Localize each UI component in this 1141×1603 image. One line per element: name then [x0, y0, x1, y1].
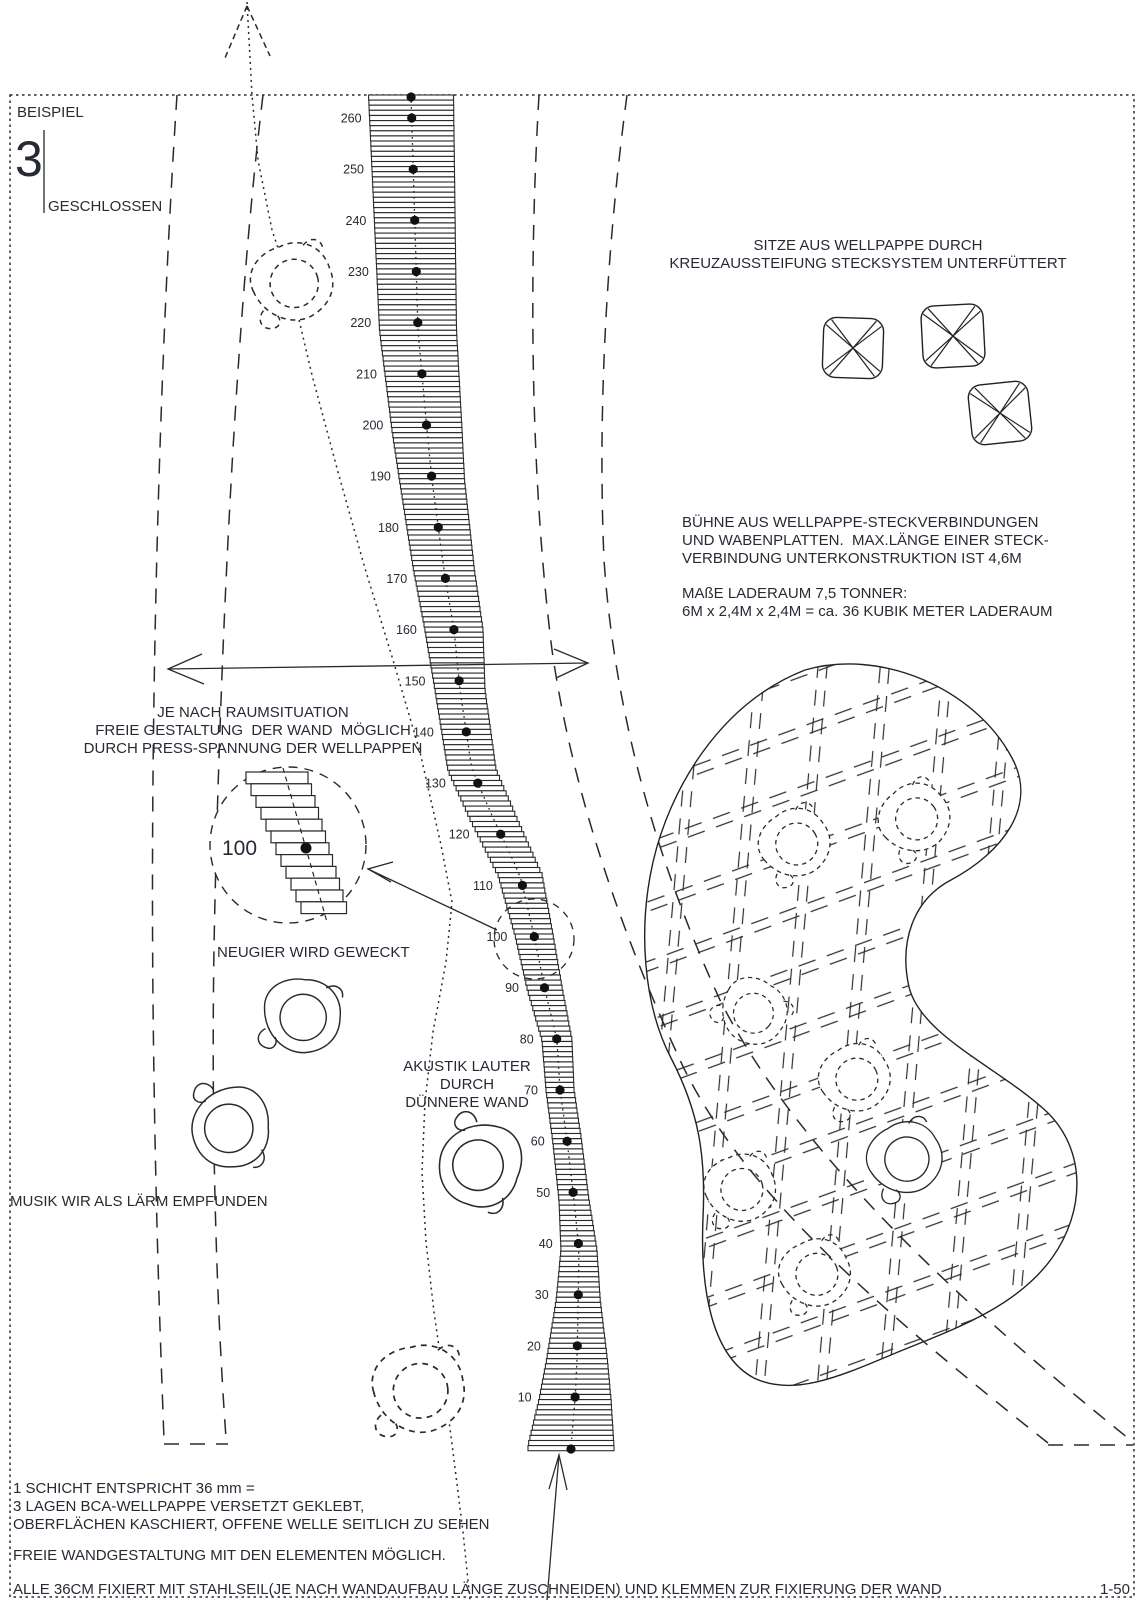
wall-fix-dot — [410, 216, 419, 225]
wall-scale-label: 30 — [534, 1288, 549, 1303]
free-design-note: FREIE WANDGESTALTUNG MIT DEN ELEMENTEN MÖGLICH. — [13, 1547, 446, 1564]
detail-layer — [301, 902, 347, 914]
detail-layer — [271, 831, 326, 843]
wall-fix-dot — [412, 267, 421, 276]
wall-fix-dot — [555, 1085, 564, 1094]
wall-scale-label: 60 — [530, 1134, 545, 1149]
wall-fix-dot — [540, 983, 549, 992]
freeform-note-line3: DURCH PRESS-SPANNUNG DER WELLPAPPEN — [83, 740, 423, 757]
wall-fix-dot — [462, 727, 471, 736]
wall-strip — [485, 847, 530, 852]
wall-strip — [507, 903, 548, 908]
wall-fix-dot — [449, 625, 458, 634]
wall-strip — [448, 765, 496, 770]
layer-note-line2: 3 LAGEN BCA-WELLPAPPE VERSETZT GEKLEBT, — [13, 1498, 365, 1515]
wall-scale-label: 150 — [404, 674, 426, 689]
title-number: 3 — [15, 131, 43, 187]
layer-note-line1: 1 SCHICHT ENTSPRICHT 36 mm = — [13, 1480, 255, 1497]
acoustics-note-line1: AKUSTIK LAUTER — [403, 1058, 531, 1075]
wall-fix-dot — [427, 472, 436, 481]
title-beispiel: BEISPIEL — [17, 104, 84, 121]
wall-fix-dot — [407, 113, 416, 122]
scale-note: 1-50 — [1099, 1581, 1130, 1598]
entry-arrowhead-right — [247, 6, 270, 56]
wall-strip — [380, 330, 457, 335]
wall-strip — [488, 852, 533, 857]
detail-layer — [291, 878, 340, 890]
wall-strip — [375, 228, 455, 233]
wall-scale-label: 230 — [347, 265, 369, 279]
detail-layer — [286, 866, 336, 878]
stage-grid-pattern — [600, 620, 1120, 1440]
detail-label: 100 — [222, 837, 258, 860]
wall-strip — [449, 770, 497, 775]
acoustics-note-line3: DÜNNERE WAND — [405, 1094, 529, 1111]
wall-strip — [556, 1169, 585, 1174]
wall-fix-dot — [571, 1392, 580, 1401]
stage-note-line1: BÜHNE AUS WELLPAPPE-STECKVERBINDUNGEN — [682, 514, 1039, 531]
wall-base-arrow — [547, 1455, 567, 1600]
cardboard-wall-band — [341, 92, 614, 1453]
wall-strip — [436, 694, 486, 699]
wall-scale-label: 190 — [370, 469, 391, 484]
wall-fix-dot — [569, 1188, 578, 1197]
wall-scale-label: 180 — [378, 520, 399, 535]
wall-strip — [496, 868, 540, 873]
wall-fix-dot — [574, 1290, 583, 1299]
detail-layer — [281, 855, 333, 867]
freeform-note-line1: JE NACH RAUMSITUATION — [157, 704, 349, 721]
detail-layer — [251, 784, 312, 796]
stage-note-line3: VERBINDUNG UNTERKONSTRUKTION IST 4,6M — [682, 550, 1022, 567]
cargo-note-line1: MAßE LADERAUM 7,5 TONNER: — [682, 585, 908, 602]
person-figure-dashed — [369, 1342, 468, 1438]
wall-strip — [470, 816, 517, 821]
wall-strip — [483, 842, 529, 847]
width-dimension-arrow — [168, 649, 588, 684]
acoustics-note-line2: DURCH — [439, 1076, 495, 1093]
person-figure-dashed — [243, 235, 341, 331]
left-wall-outer — [152, 95, 177, 1440]
wall-fix-dot — [573, 1341, 582, 1350]
wall-fix-dot — [574, 1239, 583, 1248]
title-state: GESCHLOSSEN — [48, 198, 163, 215]
wall-scale-label: 20 — [526, 1339, 541, 1354]
music-note: MUSIK WIR ALS LÄRM EMPFUNDEN — [10, 1193, 268, 1210]
wall-strip — [490, 857, 535, 862]
wall-scale-label: 40 — [538, 1237, 553, 1251]
person-figure — [188, 1083, 273, 1171]
wall-fix-dot — [518, 881, 527, 890]
stage-area — [600, 620, 1120, 1440]
wall-strip — [493, 862, 538, 867]
detail-layer — [261, 807, 319, 819]
cardboard-seat — [822, 317, 884, 379]
wall-scale-label: 250 — [343, 162, 364, 177]
wall-scale-label: 110 — [472, 878, 493, 893]
wall-fix-dot — [530, 932, 539, 941]
freeform-note-line2: FREIE GESTALTUNG DER WAND MÖGLICH — [95, 722, 411, 739]
wall-fix-dot — [407, 92, 416, 101]
wall-strip — [372, 156, 455, 161]
wall-scale-label: 120 — [448, 827, 470, 842]
wall-strip — [394, 438, 463, 443]
stage-note-line2: UND WABENPLATTEN. MAX.LÄNGE EINER STECK- — [682, 532, 1049, 549]
wall-strip — [430, 658, 484, 663]
wall-fix-dot — [417, 369, 426, 378]
wall-strip — [459, 791, 507, 796]
wall-fix-dot — [496, 830, 505, 839]
entry-arrowhead-left — [225, 6, 247, 58]
detail-fix-dot — [301, 843, 312, 854]
fixing-note: ALLE 36CM FIXIERT MIT STAHLSEIL(JE NACH WANDAUFBAU LÄNGE ZUSCHNEIDEN) UND KLEMMEN ZUR FIXIERUNG DER WAND — [13, 1581, 942, 1598]
wall-scale-label: 130 — [424, 776, 446, 791]
cardboard-seat — [967, 380, 1033, 446]
wall-scale-label: 50 — [536, 1185, 551, 1200]
wall-scale-label: 70 — [524, 1083, 538, 1098]
wall-scale-label: 260 — [340, 111, 362, 126]
wall-fix-dot — [566, 1444, 575, 1453]
cardboard-seats — [822, 303, 1033, 446]
wall-fix-dot — [552, 1034, 561, 1043]
seats-note-line2: KREUZAUSSTEIFUNG STECKSYSTEM UNTERFÜTTERT — [669, 255, 1067, 272]
detail-layer — [296, 890, 343, 902]
seats-note-line1: SITZE AUS WELLPAPPE DURCH — [753, 237, 983, 254]
wall-strip — [378, 295, 456, 300]
detail-layer — [256, 796, 315, 808]
wall-fix-dot — [455, 676, 464, 685]
wall-scale-label: 210 — [356, 367, 377, 382]
wall-scale-label: 80 — [519, 1032, 534, 1047]
wall-strip — [373, 192, 455, 197]
wall-strip — [535, 1415, 612, 1420]
wall-scale-label: 160 — [396, 623, 417, 638]
wall-strip — [405, 509, 469, 514]
left-wall-inner — [213, 95, 263, 1438]
wall-fix-dot — [422, 420, 431, 429]
wall-scale-label: 170 — [386, 571, 408, 586]
wall-fix-dot — [563, 1137, 572, 1146]
wall-strip — [537, 1021, 569, 1026]
wall-scale-label: 200 — [362, 418, 384, 433]
curiosity-note: NEUGIER WIRD GEWECKT — [217, 944, 410, 961]
left-corridor-walls — [152, 95, 263, 1444]
wall-scale-label: 240 — [345, 213, 367, 228]
cardboard-seat — [920, 303, 985, 368]
wall-scale-label: 90 — [505, 981, 519, 996]
wall-scale-label: 220 — [350, 316, 372, 331]
person-figure — [257, 973, 346, 1060]
detail-layer — [246, 772, 308, 784]
wall-strip — [410, 545, 472, 550]
wall-scale-label: 10 — [517, 1390, 532, 1405]
wall-fix-dot — [434, 523, 443, 532]
wall-scale-label: 100 — [486, 930, 508, 945]
wall-fix-dot — [441, 574, 450, 583]
detail-layer — [266, 819, 322, 831]
wall-strip — [389, 402, 461, 407]
person-figure — [425, 1108, 535, 1219]
wall-fix-dot — [413, 318, 422, 327]
wall-strip — [498, 873, 542, 878]
wall-fix-dot — [409, 165, 418, 174]
wall-strip — [559, 1205, 590, 1210]
wall-strip — [543, 1379, 610, 1384]
layer-note-line3: OBERFLÄCHEN KASCHIERT, OFFENE WELLE SEITLICH ZU SEHEN — [13, 1516, 490, 1533]
wall-scale-label: 140 — [412, 725, 434, 740]
cargo-note-line2: 6M x 2,4M x 2,4M = ca. 36 KUBIK METER LADERAUM — [682, 603, 1053, 620]
wall-strip — [473, 822, 520, 827]
wall-fix-dot — [473, 779, 482, 788]
